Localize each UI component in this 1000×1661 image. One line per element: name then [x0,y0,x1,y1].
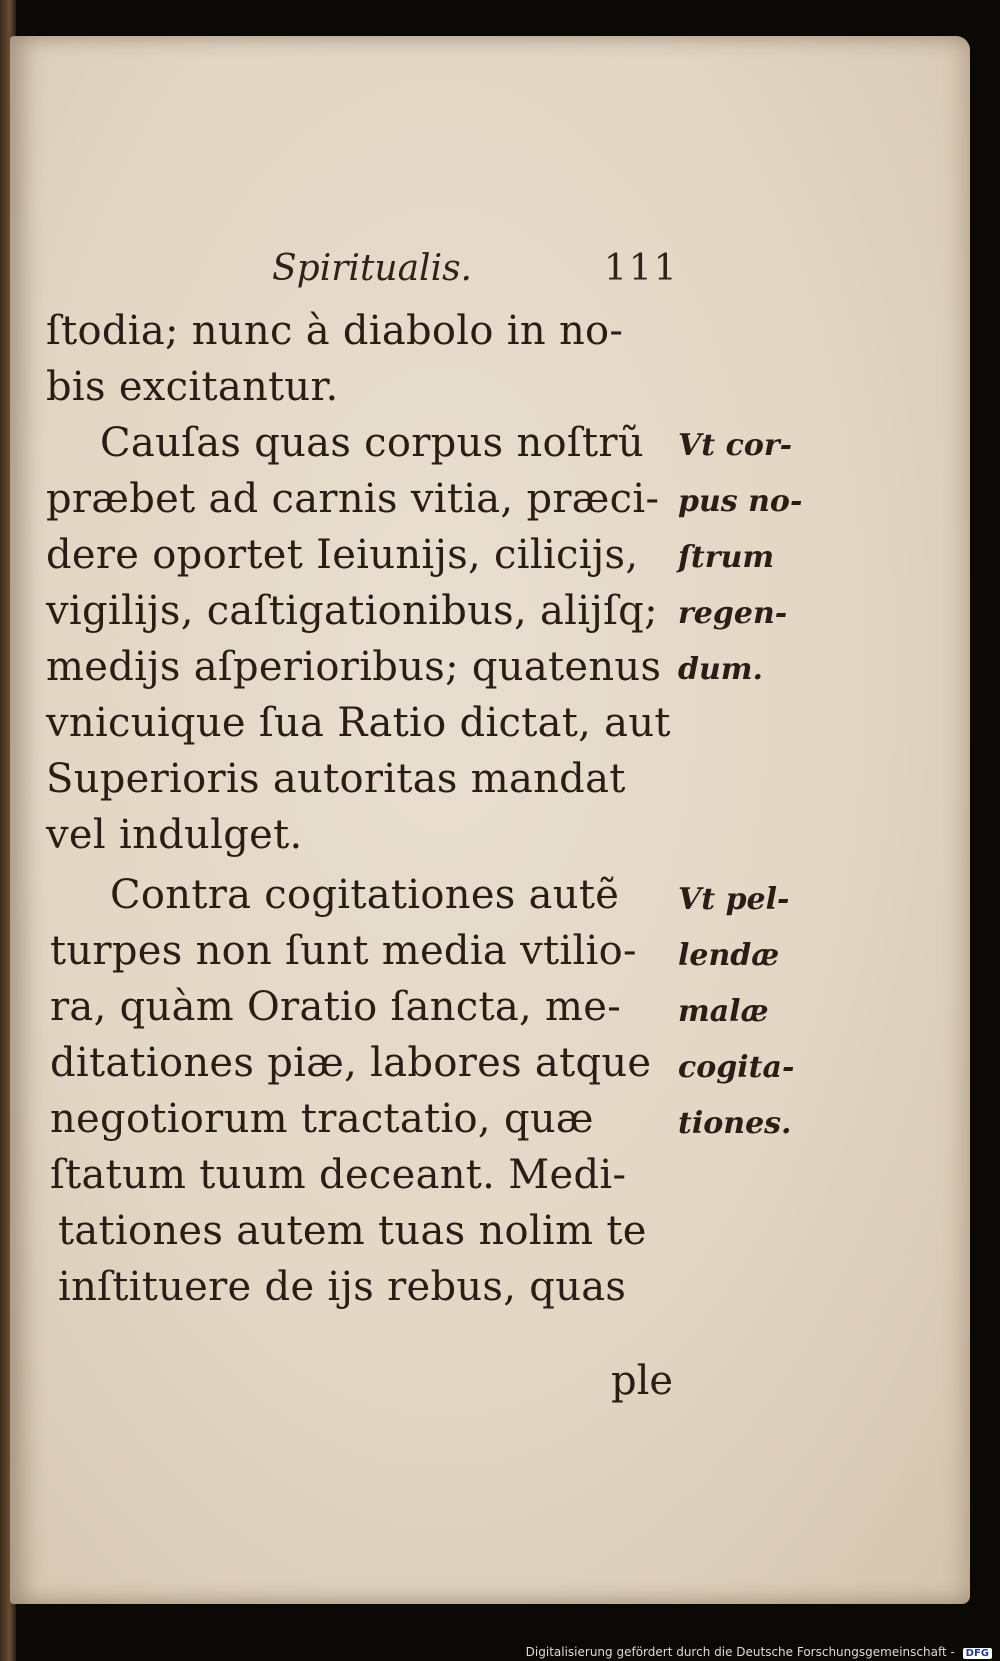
running-title: Spiritualis. [272,248,473,289]
margin-note-line: regen- [678,596,788,631]
body-line: vigilijs, caſtigationibus, alijſq; [46,588,658,634]
body-line: Cauſas quas corpus noſtrũ [100,420,644,466]
body-line: bis excitantur. [46,364,339,410]
credit-text: Digitalisierung gefördert durch die Deutsche Forschungsgemeinschaft - [525,1645,955,1659]
body-line: dere oportet Ieiunijs, cilicijs, [46,532,639,578]
body-line: medijs aſperioribus; quatenus [46,644,662,690]
margin-note-line: Vt cor- [678,428,793,463]
body-line: inſtituere de ijs rebus, quas [58,1264,627,1310]
body-line: præbet ad carnis vitia, præci- [46,476,660,522]
margin-note-line: lendæ [678,938,780,973]
page-number: 111 [604,248,679,289]
book-page [10,36,970,1604]
body-line: ſtatum tuum deceant. Medi- [50,1152,627,1198]
margin-note-line: Vt pel- [678,882,790,917]
body-line: ſtodia; nunc à diabolo in no- [46,308,624,354]
body-line: tationes autem tuas nolim te [58,1208,647,1254]
margin-note-line: cogita- [678,1050,795,1085]
dfg-logo[interactable]: DFG [963,1648,992,1659]
body-line: Superioris autoritas mandat [46,756,626,802]
body-line: Contra cogitationes autẽ [110,872,620,918]
margin-note-line: dum. [678,652,763,687]
catchword: ple [611,1358,674,1404]
body-line: vnicuique ſua Ratio dictat, aut [46,700,671,746]
margin-note-line: ſtrum [678,540,775,575]
body-line: ra, quàm Oratio ſancta, me- [50,984,622,1030]
body-line: ditationes piæ, labores atque [50,1040,652,1086]
digitization-credit [526,1645,992,1659]
body-line: turpes non ſunt media vtilio- [50,928,637,974]
body-line: vel indulget. [46,812,303,858]
body-line: negotiorum tractatio, quæ [50,1096,594,1142]
margin-note-line: pus no- [678,484,803,519]
margin-note-line: malæ [678,994,769,1029]
margin-note-line: tiones. [678,1106,792,1141]
